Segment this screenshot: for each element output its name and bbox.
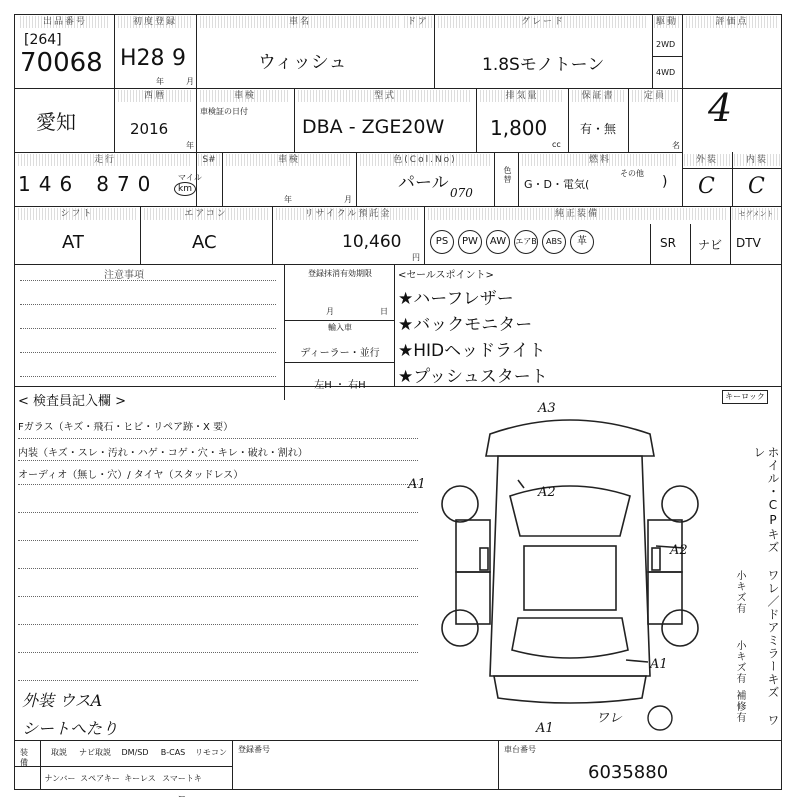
footer-item: キーレス	[124, 774, 156, 783]
sales-point: ★HIDヘッドライト	[398, 341, 546, 361]
displacement-label: 排気量	[480, 90, 564, 102]
wheel-front-right	[662, 486, 698, 522]
seg-label: セグメント	[732, 208, 780, 220]
windshield	[510, 486, 630, 536]
capacity-unit: 名	[672, 141, 680, 150]
handwritten-note: 外装 ウスA	[22, 691, 103, 710]
exhibit-number: 70068	[20, 48, 103, 78]
footer-item: リモコン	[195, 748, 227, 757]
inspection-label-2: 車検	[226, 154, 352, 166]
footer-item: B-CAS	[160, 748, 186, 757]
keylock-label: キーロック	[725, 392, 765, 401]
shift-label: シフト	[18, 208, 136, 220]
side-small-note: 小キズ有	[734, 570, 745, 614]
interior-label: 内装	[734, 154, 780, 166]
drive-4wd: 4WD	[656, 68, 676, 77]
mileage-digit: 6	[59, 172, 73, 196]
sales-point: ★ハーフレザー	[398, 289, 514, 309]
damage-mark: A2	[670, 543, 688, 558]
year-label: 西暦	[118, 90, 192, 102]
warranty-label: 保証書	[572, 90, 624, 102]
equipment-circles	[430, 230, 594, 254]
footer-item: スマートキー	[162, 774, 202, 801]
spare-circle	[648, 706, 672, 730]
sales-point: ★バックモニター	[398, 315, 533, 335]
car-name-label: 車名	[200, 16, 400, 28]
footer-item: スペアキー	[80, 774, 120, 783]
mileage-digit: 0	[137, 172, 151, 196]
shift-value: AT	[62, 232, 84, 253]
displacement: 1,800	[490, 116, 548, 140]
equip-sr: SR	[660, 236, 676, 250]
sales-points-label: <セールスポイント>	[398, 270, 494, 281]
exterior-label: 外装	[684, 154, 730, 166]
color-change-label: 色替	[503, 166, 512, 184]
recycle-label: リサイクル預託金	[276, 208, 420, 220]
reg-expiry-label: 登録抹消有効期限	[308, 269, 372, 278]
ac-value: AC	[192, 232, 217, 253]
side-small-note: 小キズ有	[734, 640, 745, 684]
chassis-number: 6035880	[588, 762, 669, 783]
score: 4	[708, 86, 733, 130]
footer-item: DM/SD	[121, 748, 149, 757]
exhibit-prefix: [264]	[24, 32, 62, 48]
right-mirror	[652, 548, 660, 570]
inspection-label: 車検	[200, 90, 290, 102]
fuel-options: G・D・電気(	[524, 178, 590, 191]
equipment-label: 純正装備	[428, 208, 726, 220]
grade: 1.8Sモノトーン	[482, 55, 605, 75]
inspection-year-unit: 年	[284, 195, 292, 204]
inspection-month-unit: 月	[344, 195, 352, 204]
sales-point: ★プッシュスタート	[398, 367, 548, 387]
mileage-label: 走行	[18, 154, 192, 166]
caution-label: 注意事項	[104, 270, 144, 281]
year-unit-2: 年	[186, 141, 194, 150]
footer-item: ナビ取説	[79, 748, 111, 757]
import-label: 輸入車	[328, 323, 352, 332]
exhibit-no-label: 出品番号	[20, 16, 110, 28]
wheel-front-left	[442, 486, 478, 522]
left-mirror	[480, 548, 488, 570]
equip-airbag: エアB	[514, 230, 538, 254]
chassis-label: 車台番号	[504, 745, 536, 754]
equip-leather: 革	[570, 230, 594, 254]
equip-abs: ABS	[542, 230, 566, 254]
damage-mark: ワレ	[596, 711, 623, 726]
yen-unit: 円	[412, 253, 420, 262]
expiry-month: 月	[326, 307, 334, 316]
front-bumper	[486, 420, 654, 456]
grade-label: グレード	[438, 16, 648, 28]
model-year: 2016	[130, 120, 169, 138]
month-unit: 月	[186, 77, 194, 86]
rear-bumper	[494, 676, 646, 703]
km-circled: km	[174, 182, 196, 196]
mileage-digit: 1	[18, 172, 31, 196]
footer-item: ナンバー	[44, 774, 76, 783]
equip-dtv: DTV	[736, 236, 761, 250]
mileage-digits	[18, 172, 178, 198]
color-code: 070	[450, 186, 473, 200]
footer-equip-label: 装備	[20, 748, 28, 767]
year-unit: 年	[156, 77, 164, 86]
equip-ps: PS	[430, 230, 454, 254]
equip-navi: ナビ	[698, 238, 723, 252]
equip-aw: AW	[486, 230, 510, 254]
handwritten-note: シートへたり	[22, 719, 119, 738]
inspector-line-interior: 内装（キズ・スレ・汚れ・ハゲ・コゲ・穴・キレ・破れ・割れ）	[18, 448, 308, 459]
color-label: 色(Col.No)	[360, 154, 490, 166]
inspector-line-windshield: Fガラス（キズ・飛石・ヒビ・リペア跡・X 要）	[18, 422, 234, 433]
expiry-day: 日	[380, 307, 388, 316]
inspection-note: 車検証の日付	[200, 107, 248, 116]
damage-mark: A2	[538, 485, 556, 500]
roof	[524, 546, 616, 610]
equip-pw: PW	[458, 230, 482, 254]
wheel-rear-left	[442, 610, 478, 646]
footer-item: 取説	[51, 748, 67, 757]
damage-mark: A1	[536, 721, 554, 736]
side-small-note: 補修有	[734, 690, 745, 723]
right-rear-door	[648, 572, 682, 624]
mileage-digit: 8	[96, 172, 109, 196]
car-name: ウィッシュ	[258, 52, 347, 73]
region: 愛知	[36, 110, 76, 134]
fuel-other: その他	[620, 169, 644, 178]
door-label: ドア	[404, 16, 432, 28]
import-type: ディーラー・並行	[300, 348, 380, 359]
drive-2wd: 2WD	[656, 40, 676, 49]
exterior-grade: C	[698, 174, 715, 199]
interior-grade: C	[748, 174, 765, 199]
recycle-fee: 10,460	[342, 232, 402, 252]
first-reg-month: 9	[172, 46, 186, 71]
sales-points	[398, 286, 548, 390]
capacity-label: 定員	[632, 90, 678, 102]
mileage-digit: 7	[116, 172, 130, 196]
cc-unit: cc	[552, 140, 561, 149]
model-code: DBA - ZGE20W	[302, 116, 445, 138]
damage-mark: A3	[538, 401, 556, 416]
mile-label: マイル	[178, 173, 202, 182]
fuel-close: )	[662, 174, 668, 190]
wheel-rear-right	[662, 610, 698, 646]
first-reg-label: 初度登録	[118, 16, 192, 28]
left-front-door	[456, 520, 490, 572]
score-label: 評価点	[686, 16, 778, 28]
damage-mark: A1	[650, 657, 668, 672]
reg-number-label: 登録番号	[238, 745, 270, 754]
ac-label: エアコン	[144, 208, 268, 220]
inspector-title: < 検査員記入欄 >	[18, 394, 127, 409]
inspector-line-audio: オーディオ（無し・穴）/ タイヤ（スタッドレス）	[18, 470, 244, 481]
wheel-mirror-note: ホイル・CPキズ ワレ／ドアミラーキズ ワレ	[752, 446, 780, 727]
fuel-label: 燃料	[522, 154, 678, 166]
car-damage-diagram	[408, 396, 720, 740]
mileage-digit: 4	[38, 172, 52, 196]
rear-glass	[512, 618, 628, 658]
model-label: 型式	[298, 90, 472, 102]
warranty-value: 有・無	[580, 122, 617, 136]
first-reg-era-year: H28	[120, 46, 165, 71]
drive-label: 駆動	[655, 17, 678, 27]
shift-no-label: S#	[198, 154, 220, 166]
damage-mark: A1	[408, 477, 426, 492]
color: パール	[398, 173, 449, 193]
steering-side: 左H ・ 右H	[314, 380, 366, 391]
